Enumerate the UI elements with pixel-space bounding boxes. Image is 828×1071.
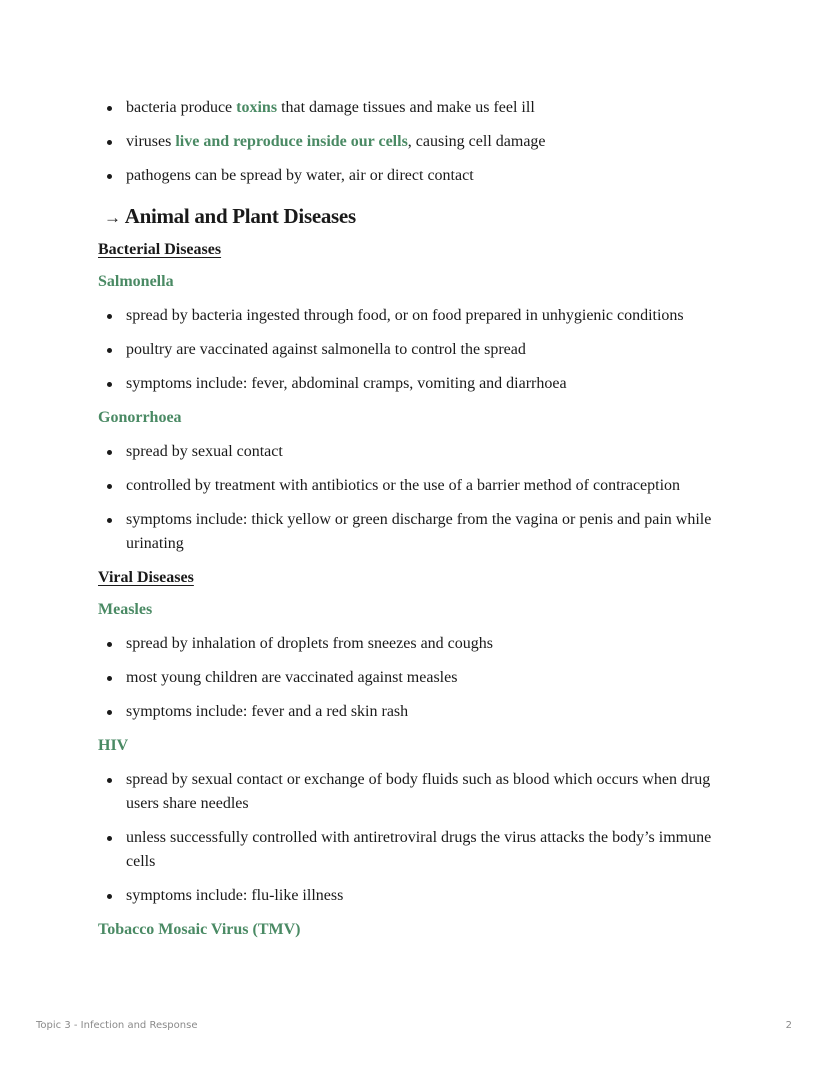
text: that damage tissues and make us feel ill bbox=[277, 99, 535, 116]
list-item: symptoms include: thick yellow or green discharge from the vagina or penis and pain while urinating bbox=[126, 508, 738, 556]
salmonella-list bbox=[98, 304, 738, 396]
list-item: spread by bacteria ingested through food, or on food prepared in unhygienic conditions bbox=[126, 304, 738, 328]
document-page bbox=[98, 96, 738, 952]
measles-list bbox=[98, 632, 738, 724]
disease-title-salmonella: Salmonella bbox=[98, 273, 174, 290]
subheading-viral: Viral Diseases bbox=[98, 569, 194, 586]
intro-list bbox=[98, 96, 738, 188]
section-heading bbox=[104, 202, 738, 232]
text: , causing cell damage bbox=[407, 133, 546, 150]
list-item: unless successfully controlled with antiretroviral drugs the virus attacks the body’s immune cells bbox=[126, 826, 738, 874]
arrow-right-icon: → bbox=[104, 208, 121, 227]
keyword-highlight: live and reproduce inside our cells bbox=[175, 133, 408, 150]
gonorrhoea-list bbox=[98, 440, 738, 556]
list-item bbox=[126, 96, 738, 120]
section-title: Animal and Plant Diseases bbox=[124, 204, 356, 228]
list-item bbox=[126, 130, 738, 154]
text: bacteria produce bbox=[126, 99, 237, 116]
list-item: most young children are vaccinated against measles bbox=[126, 666, 738, 690]
footer-topic: Topic 3 - Infection and Response bbox=[36, 1020, 198, 1031]
text: pathogens can be spread by water, air or direct contact bbox=[126, 167, 474, 184]
list-item: symptoms include: flu-like illness bbox=[126, 884, 738, 908]
list-item: symptoms include: fever, abdominal cramps, vomiting and diarrhoea bbox=[126, 372, 738, 396]
list-item: spread by inhalation of droplets from sneezes and coughs bbox=[126, 632, 738, 656]
list-item: poultry are vaccinated against salmonella to control the spread bbox=[126, 338, 738, 362]
list-item: controlled by treatment with antibiotics or the use of a barrier method of contraception bbox=[126, 474, 738, 498]
text: viruses bbox=[126, 133, 176, 150]
disease-title-hiv: HIV bbox=[98, 737, 129, 754]
keyword-highlight: toxins bbox=[236, 99, 278, 116]
hiv-list bbox=[98, 768, 738, 908]
disease-title-measles: Measles bbox=[98, 601, 153, 618]
disease-title-gonorrhoea: Gonorrhoea bbox=[98, 409, 182, 426]
disease-title-tmv: Tobacco Mosaic Virus (TMV) bbox=[98, 921, 301, 938]
list-item bbox=[126, 164, 738, 188]
subheading-bacterial: Bacterial Diseases bbox=[98, 241, 222, 258]
list-item: symptoms include: fever and a red skin rash bbox=[126, 700, 738, 724]
page-number: 2 bbox=[785, 1020, 792, 1031]
list-item: spread by sexual contact or exchange of body fluids such as blood which occurs when drug users share needles bbox=[126, 768, 738, 816]
list-item: spread by sexual contact bbox=[126, 440, 738, 464]
